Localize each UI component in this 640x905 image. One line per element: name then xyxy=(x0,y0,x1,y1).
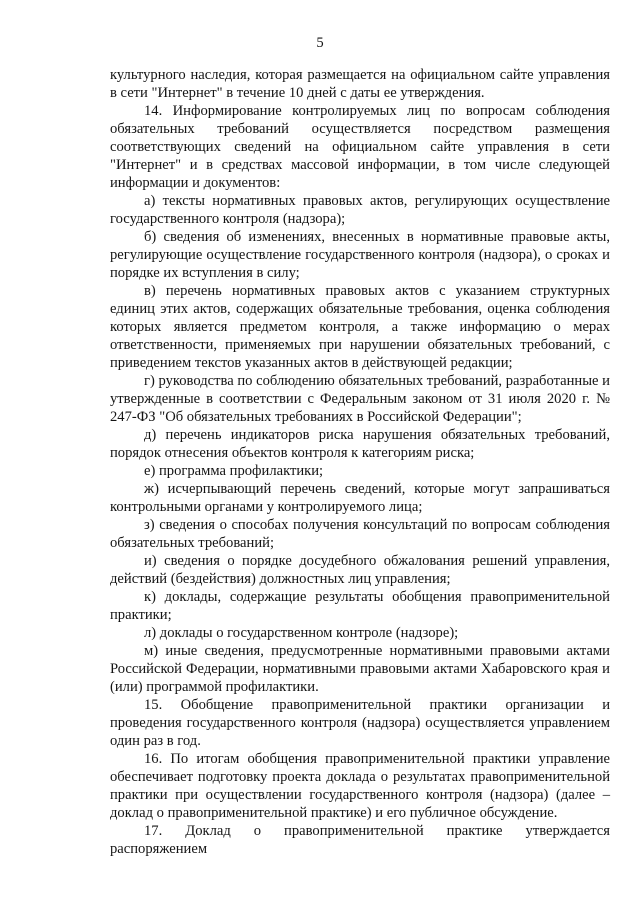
document-body xyxy=(110,66,610,858)
list-item-m: м) иные сведения, предусмотренные нормативными правовыми актами Российской Федерации, нормативными правовыми актами Хабаровского края и (или) программой профилактики. xyxy=(110,643,610,695)
paragraph-15: 15. Обобщение правоприменительной практики организации и проведения государственного контроля (надзора) осуществляется управлением один раз в год. xyxy=(110,697,610,749)
paragraph-16: 16. По итогам обобщения правоприменительной практики управление обеспечивает подготовку проекта доклада о результатах правоприменительной практики при осуществлении государственного контроля (надзора) (далее – доклад о правоприменительной практике) и его публичное обсуждение. xyxy=(110,751,610,821)
page-number: 5 xyxy=(316,35,324,51)
list-item-e: е) программа профилактики; xyxy=(144,463,324,479)
list-item-d: д) перечень индикаторов риска нарушения обязательных требований, порядок отнесения объектов контроля к категориям риска; xyxy=(110,427,610,461)
paragraph-14: 14. Информирование контролируемых лиц по вопросам соблюдения обязательных требований осуществляется посредством размещения соответствующих сведений на официальном сайте управления в сети "Интернет" и в средствах массовой информации, в том числе следующей информации и документов: xyxy=(110,103,610,191)
list-item-b: б) сведения об изменениях, внесенных в нормативные правовые акты, регулирующие осуществление государственного контроля (надзора), о сроках и порядке их вступления в силу; xyxy=(110,229,610,281)
list-item-v: в) перечень нормативных правовых актов с указанием структурных единиц этих актов, содержащих обязательные требования, оценка соблюдения которых является предметом контроля, а также информацию о мерах ответственности, применяемых при нарушении обязательных требований, с приведением текстов указанных актов в действующей редакции; xyxy=(110,283,610,371)
list-item-k: к) доклады, содержащие результаты обобщения правоприменительной практики; xyxy=(110,589,610,623)
list-item-z: з) сведения о способах получения консультаций по вопросам соблюдения обязательных требований; xyxy=(110,517,610,551)
list-item-g: г) руководства по соблюдению обязательных требований, разработанные и утвержденные в соответствии с Федеральным законом от 31 июля 2020 г. № 247-ФЗ "Об обязательных требованиях в Российской Федерации"; xyxy=(110,373,610,425)
list-item-a: а) тексты нормативных правовых актов, регулирующих осуществление государственного контроля (надзора); xyxy=(110,193,610,227)
paragraph-continuation: культурного наследия, которая размещается на официальном сайте управления в сети "Интернет" в течение 10 дней с даты ее утверждения. xyxy=(110,67,610,101)
list-item-zh: ж) исчерпывающий перечень сведений, которые могут запрашиваться контрольными органами у контролируемого лица; xyxy=(110,481,610,515)
list-item-i: и) сведения о порядке досудебного обжалования решений управления, действий (бездействия) должностных лиц управления; xyxy=(110,553,610,587)
paragraph-17: 17. Доклад о правоприменительной практике утверждается распоряжением xyxy=(110,823,610,857)
list-item-l: л) доклады о государственном контроле (надзоре); xyxy=(144,625,459,641)
